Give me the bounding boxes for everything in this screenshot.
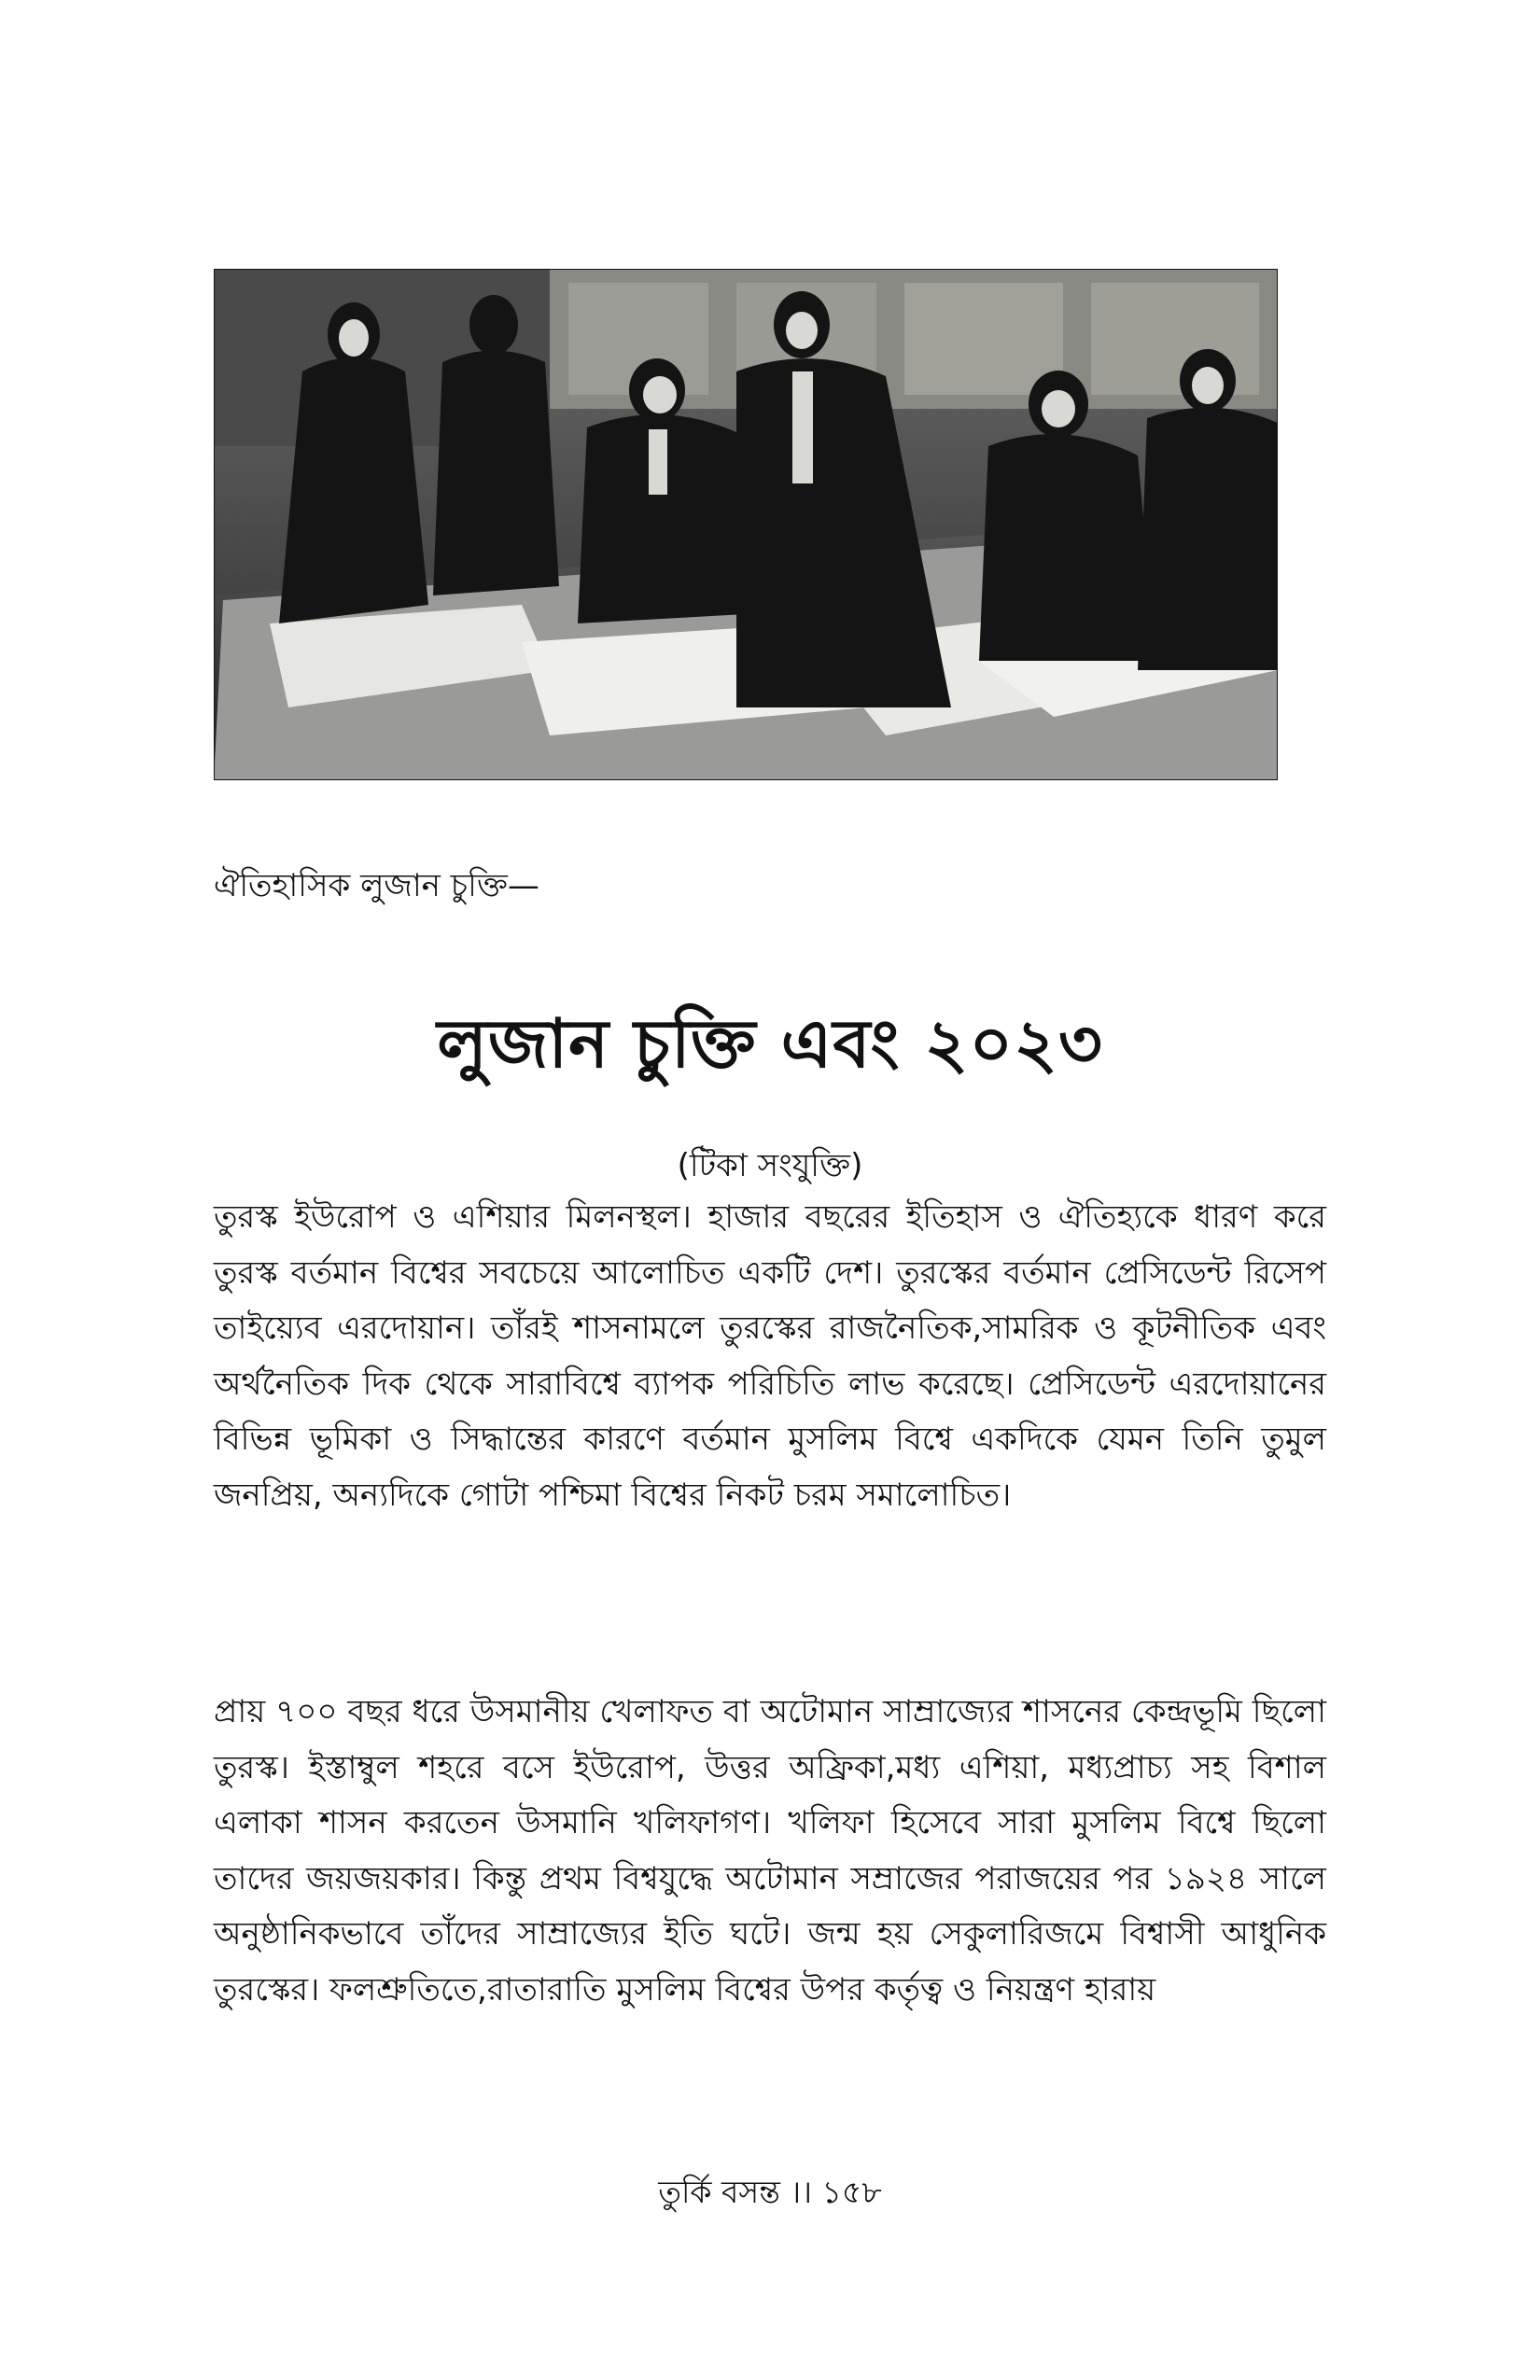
page-footer: তুর্কি বসন্ত ।। ১৫৮ [658, 2174, 882, 2210]
treaty-signing-photo [214, 269, 1278, 780]
subtitle-note: (টিকা সংযুক্তি) [677, 1147, 863, 1184]
photo-illustration [214, 269, 1278, 780]
paragraph-1: তুরস্ক ইউরোপ ও এশিয়ার মিলনস্থল। হাজার বছরের ইতিহাস ও ঐতিহ্যকে ধারণ করে তুরস্ক বর্তমান বিশ্বের সবচেয়ে আলোচিত একটি দেশ। তুরস্কের বর্তমান প্রেসিডেন্ট রিসেপ তাইয়্যেব এরদোয়ান। তাঁরই শাসনামলে তুরস্কের রাজনৈতিক,সামরিক ও কূটনীতিক এবং অর্থনৈতিক দিক থেকে সারাবিশ্বে ব্যাপক পরিচিতি লাভ করেছে। প্রেসিডেন্ট এরদোয়ানের বিভিন্ন ভূমিকা ও সিদ্ধান্তের কারণে বর্তমান মুসলিম বিশ্বে একদিকে যেমন তিনি তুমুল জনপ্রিয়, অন্যদিকে গোটা পশ্চিমা বিশ্বের নিকট চরম সমালোচিত। [214, 1198, 1326, 1514]
photo-caption: ঐতিহাসিক লুজান চুক্তি— [214, 867, 539, 904]
paragraph-2: প্রায় ৭০০ বছর ধরে উসমানীয় খেলাফত বা অটোমান সাম্রাজ্যের শাসনের কেন্দ্রভূমি ছিলো তুরস্ক। ইস্তাম্বুল শহরে বসে ইউরোপ, উত্তর অফ্রিকা,মধ্য এশিয়া, মধ্যপ্রাচ্য সহ বিশাল এলাকা শাসন করতেন উসমানি খলিফাগণ। খলিফা হিসেবে সারা মুসলিম বিশ্বে ছিলো তাদের জয়জয়কার। কিন্তু প্রথম বিশ্বযুদ্ধে অটোমান সম্রাজের পরাজয়ের পর ১৯২৪ সালে অনুষ্ঠানিকভাবে তাঁদের সাম্রাজ্যের ইতি ঘটে। জন্ম হয় সেকুলারিজমে বিশ্বাসী আধুনিক তুরস্কের। ফলশ্রুতিতে,রাতারাতি মুসলিম বিশ্বের উপর কর্তৃত্ব ও নিয়ন্ত্রণ হারায় [214, 1693, 1326, 2009]
page-title: লুজান চুক্তি এবং ২০২৩ [437, 1004, 1103, 1083]
